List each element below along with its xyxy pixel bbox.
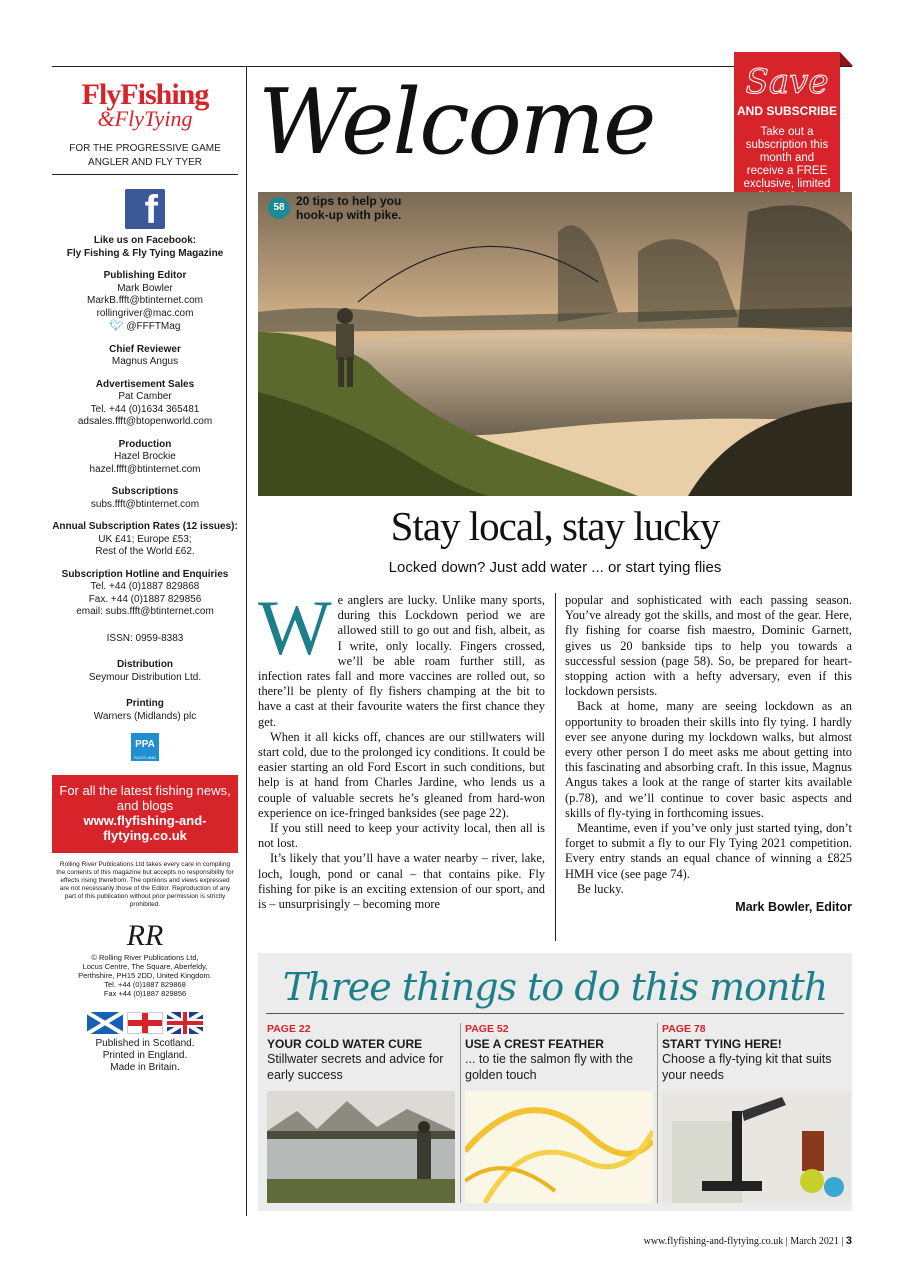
page-badge[interactable]: 58: [268, 197, 290, 219]
ppa-sub: SCOTLAND: [134, 755, 156, 761]
twitter-text: @FFFTMag: [126, 321, 181, 332]
subscription-rates: [52, 521, 238, 559]
subscription-hotline: [52, 569, 238, 619]
published-line: Published in Scotland.: [95, 1038, 195, 1050]
feature-desc: Stillwater secrets and advice for early success: [267, 1052, 444, 1082]
feature-card-2[interactable]: [465, 1023, 653, 1083]
prod-name: Hazel Brockie: [114, 451, 176, 463]
caption-line-2: hook-up with pike.: [296, 208, 402, 222]
prod-email[interactable]: hazel.ffft@btinternet.com: [89, 463, 201, 475]
save-script: Save: [745, 62, 829, 102]
paragraph: It’s likely that you’ll have a water nearby – river, lake, loch, lough, pond or canal – that contains pike. Fly fishing for pike is an exciting extension of our sport, and is – unsurprisingly – becoming more: [258, 851, 545, 912]
issn: ISSN: 0959-8383: [106, 632, 184, 644]
disclaimer: Rolling River Publications Ltd takes every care in compiling the contents of this magazine but accepts no responsibility for effects rising therefrom. The opinions and views expressed are not necessarily those of the Editor. Reproduction of any part of this publication without prior permission is strictly prohibited.: [56, 861, 234, 909]
tagline: FOR THE PROGRESSIVE GAME ANGLER AND FLY TYER: [69, 143, 221, 168]
address-line: Perthshire, PH15 2DD, United Kingdom.: [78, 971, 212, 981]
published-info: [52, 1038, 238, 1074]
paragraph: Meantime, even if you’ve only just started tying, don’t forget to submit a fly to our Fly Tying 2021 competition. Every entry stands an equal chance of winning a £825 HMH vice (see page 74).: [565, 821, 852, 881]
published-line: Printed in England.: [102, 1050, 188, 1062]
sidebar-divider: [246, 66, 247, 1216]
article-column-1: [258, 584, 545, 912]
save-body: Take out a subscription this month and receive a FREE exclusive, limited: [743, 126, 831, 190]
hero-photo: [258, 192, 852, 496]
caption-line-1: 20 tips to help you: [296, 194, 402, 208]
print-name: Warners (Midlands) plc: [93, 710, 197, 722]
page-number: 3: [845, 1235, 852, 1247]
feature-page: PAGE 22: [267, 1023, 311, 1035]
hero-caption: [296, 194, 401, 222]
feature-photo-feathers: [465, 1091, 653, 1203]
masthead-sidebar: [52, 66, 238, 1074]
twitter-icon: 🐦︎: [109, 320, 124, 332]
uk-flag-icon: [167, 1012, 203, 1034]
ppa-text: PPA: [135, 739, 155, 751]
card-divider: [460, 1023, 461, 1203]
rates-line-2: Rest of the World £62.: [95, 546, 195, 558]
address-line: Tel. +44 (0)1887 829868: [104, 980, 186, 990]
advertisement-sales: [52, 379, 238, 429]
feature-page: PAGE 78: [662, 1023, 706, 1035]
published-line: Made in Britain.: [110, 1062, 180, 1074]
logo-line-1: FlyFishing: [81, 78, 209, 111]
feature-photo-vice: [662, 1091, 850, 1203]
dist-name: Seymour Distribution Ltd.: [88, 671, 202, 683]
publishing-email-2[interactable]: rollingriver@mac.com: [96, 307, 194, 319]
publishing-title: Publishing Editor: [103, 270, 187, 281]
feature-desc: ... to tie the salmon fly with the golden touch: [465, 1052, 634, 1082]
article-standfirst: Locked down? Just add water ... or start tying flies: [388, 559, 722, 576]
twitter-handle[interactable]: [52, 320, 238, 334]
feature-title: START TYING HERE!: [662, 1037, 782, 1051]
ads-name: Pat Camber: [118, 391, 172, 403]
publishing-email-1[interactable]: MarkB.ffft@btinternet.com: [87, 295, 203, 306]
angler-river-photo: [258, 192, 852, 496]
address-line: Fax +44 (0)1887 829856: [103, 989, 187, 999]
paragraph: [258, 584, 545, 730]
england-flag-icon: [127, 1012, 163, 1034]
facebook-name[interactable]: Fly Fishing & Fly Tying Magazine: [66, 247, 224, 259]
paragraph: Back at home, many are seeing lockdown as an opportunity to broaden their skills into fly tying. I hardly ever see anyone during my lockdown walks, but almost every other person I do meet asks me about getting into this fascinating and absorbing craft. In this issue, Magnus Angus takes a look at the range of starter kits available (p.78), and we’ll continue to cover basic aspects and skills of fly-tying in forthcoming issues.: [565, 699, 852, 820]
subscriptions: [52, 486, 238, 511]
address-line: © Rolling River Publications Ltd,: [91, 953, 199, 963]
prod-title: Production: [118, 438, 172, 450]
footer-text[interactable]: www.flyfishing-and-flytying.co.uk | March 2021 |: [643, 1236, 844, 1247]
feature-photo-lake: [267, 1091, 455, 1203]
reviewer-name: Magnus Angus: [111, 356, 179, 368]
facebook-icon[interactable]: f: [125, 189, 165, 229]
address-line: Locus Centre, The Square, Aberfeldy,: [82, 962, 208, 972]
divider: [52, 174, 238, 175]
website-promo[interactable]: [52, 775, 238, 853]
paragraph-text: e anglers are lucky. Unlike many sports, during this Lockdown period we are allowed still to go out and fish, albeit, as I write, only locally. Fingers crossed, we’ll be able roam further still, as infection rates fall and more vaccines are rolled out, so there’ll be plenty of fly fishers champing at the bit to have a cast at their favourite waters the first chance they get.: [258, 593, 545, 729]
feature-card-1[interactable]: [267, 1023, 455, 1083]
flags: [52, 1012, 238, 1034]
ads-tel: Tel. +44 (0)1634 365481: [90, 403, 200, 415]
save-subheading: AND SUBSCRIBE: [736, 104, 837, 118]
drop-cap: W: [258, 584, 332, 671]
hotline-tel: Tel. +44 (0)1887 829868: [90, 581, 200, 593]
paragraph: popular and sophisticated with each passing season. You’ve already got the skills, and most of the gear. Here, fly fishing for coarse fish maestro, Dominic Garnett, gives us 20 bankside tips to help you towards a successful session (page 58). So, be prepared for heart-stopping action with a hefty adversary, even if this lockdown persists.: [565, 593, 852, 699]
paragraph: If you still need to keep your activity local, then all is not lost.: [258, 821, 545, 851]
paragraph: When it all kicks off, chances are our stillwaters will start cold, due to the prolonged icy conditions. It could be easier starting an old Ford Escort in such conditions, but help is at hand from Charles Jardine, who lends us a couple of valuable secrets he’s gleaned from hard-won experience on ice-fringed banksides (see page 22).: [258, 729, 545, 820]
feature-desc: Choose a fly-tying kit that suits your needs: [662, 1052, 832, 1082]
corner-fold: [840, 52, 853, 66]
reviewer-title: Chief Reviewer: [109, 343, 181, 355]
production: [52, 439, 238, 477]
distribution: [52, 659, 238, 684]
publisher-logo: RR: [126, 919, 164, 953]
feature-card-3[interactable]: [662, 1023, 850, 1083]
editor-signature: Mark Bowler, Editor: [735, 900, 852, 915]
article-headline: Stay local, stay lucky: [390, 503, 720, 549]
publisher-address: [52, 953, 238, 998]
scotland-flag-icon: [87, 1012, 123, 1034]
subs-title: Subscriptions: [111, 486, 179, 498]
three-things-panel: [258, 953, 852, 1211]
logo-line-2: &FlyTying: [97, 106, 193, 131]
hotline-email[interactable]: email: subs.ffft@btinternet.com: [76, 606, 214, 618]
promo-url[interactable]: www.flyfishing-and-flytying.co.uk: [83, 813, 207, 844]
chief-reviewer: [52, 344, 238, 369]
promo-text: For all the latest fishing news, and blogs: [59, 783, 231, 814]
feature-title: USE A CREST FEATHER: [465, 1037, 604, 1051]
subs-email[interactable]: subs.ffft@btinternet.com: [90, 498, 200, 510]
ppa-logo: [131, 733, 159, 761]
publishing-editor: [52, 270, 238, 334]
magazine-logo[interactable]: [52, 80, 238, 130]
feature-page: PAGE 52: [465, 1023, 509, 1035]
page-title: Welcome: [258, 70, 655, 175]
feature-title: YOUR COLD WATER CURE: [267, 1037, 423, 1051]
hotline-fax: Fax. +44 (0)1887 829856: [88, 593, 202, 605]
print-title: Printing: [126, 698, 164, 710]
hotline-title: Subscription Hotline and Enquiries: [61, 568, 229, 580]
printing: [52, 698, 238, 723]
facebook-block: [52, 235, 238, 260]
dist-title: Distribution: [116, 659, 174, 671]
rates-line-1: UK £41; Europe £53;: [98, 533, 192, 545]
ads-title: Advertisement Sales: [95, 378, 195, 390]
card-divider: [657, 1023, 658, 1203]
page-footer: [520, 1235, 852, 1247]
column-divider: [555, 593, 556, 941]
facebook-heading: Like us on Facebook:: [93, 235, 197, 246]
rates-title: Annual Subscription Rates (12 issues):: [52, 521, 238, 533]
ads-email[interactable]: adsales.ffft@btopenworld.com: [77, 416, 213, 428]
three-things-title: Three things to do this month: [282, 965, 828, 1009]
divider: [266, 1013, 844, 1014]
publishing-name: Mark Bowler: [117, 282, 173, 294]
article-column-2: [565, 593, 852, 915]
paragraph: Be lucky.: [577, 881, 624, 896]
